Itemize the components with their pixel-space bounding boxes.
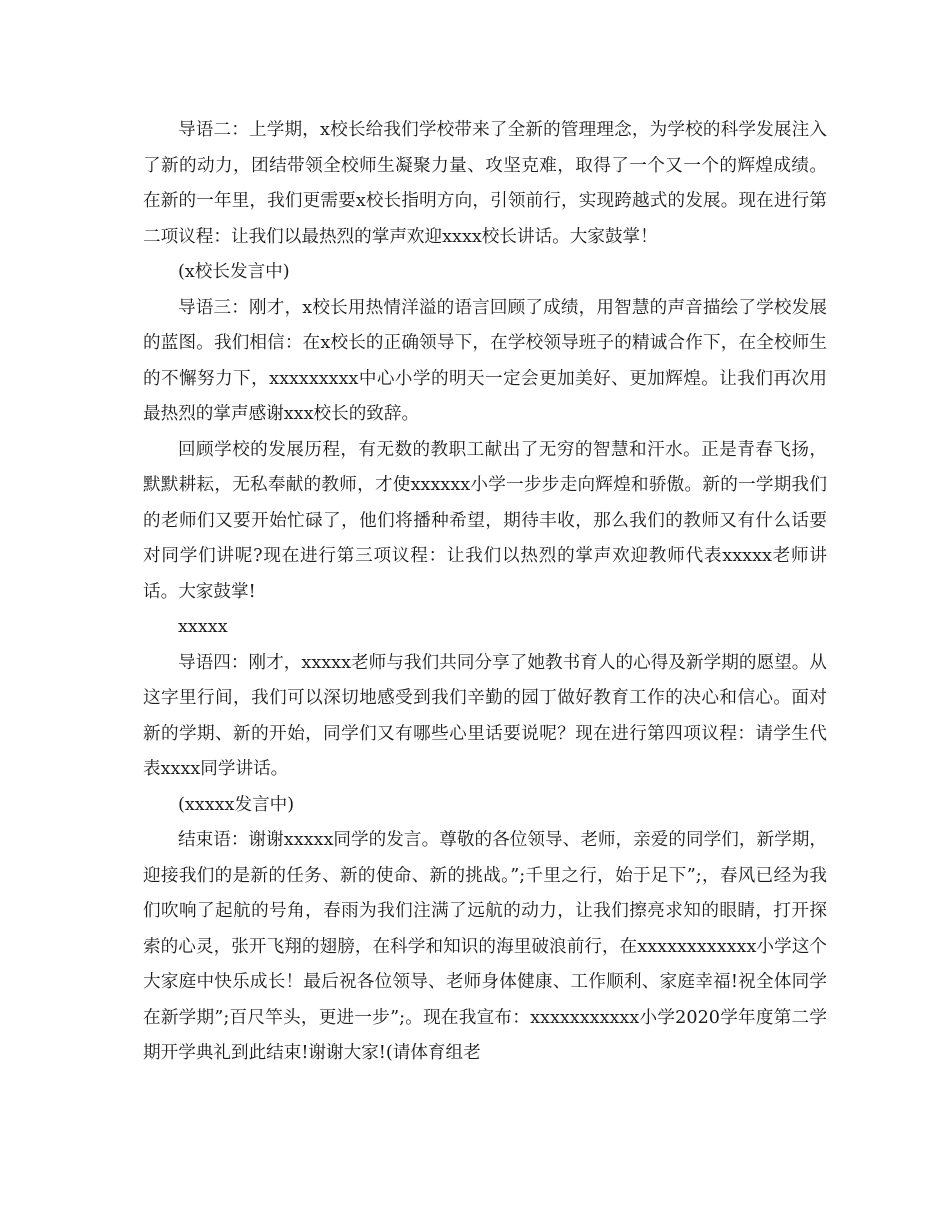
paragraph-intro-two: 导语二：上学期，x校长给我们学校带来了全新的管理理念，为学校的科学发展注入了新的动力，团结带领全校师生凝聚力量、攻坚克难，取得了一个又一个的辉煌成绩。在新的一年里，我们更需要x校长指明方向，引领前行，实现跨越式的发展。现在进行第二项议程：让我们以最热烈的掌声欢迎xxxx校长讲话。大家鼓掌！ (143, 120, 827, 247)
paragraph-teachers-review: 回顾学校的发展历程，有无数的教职工献出了无穷的智慧和汗水。正是青春飞扬，默默耕耘，无私奉献的教师，才使xxxxxx小学一步步走向辉煌和骄傲。新的一学期我们的老师们又要开始忙碌了，他们将播种希望，期待丰收，那么我们的教师又有什么话要对同学们讲呢?现在进行第三项议程：让我们以热烈的掌声欢迎教师代表xxxxx老师讲话。大家鼓掌! (143, 439, 827, 602)
paragraph-intro-three: 导语三：刚才，x校长用热情洋溢的语言回顾了成绩，用智慧的声音描绘了学校发展的蓝图。我们相信：在x校长的正确领导下，在学校领导班子的精诚合作下，在全校师生的不懈努力下，xxxxxxxxx中心小学的明天一定会更加美好、更加辉煌。让我们再次用最热烈的掌声感谢xxx校长的致辞。 (143, 297, 827, 424)
document-body (143, 113, 827, 1072)
paragraph-student-speaking: (xxxxx发言中) (178, 794, 295, 815)
paragraph-teacher-name: xxxxx (178, 617, 228, 637)
paragraph-intro-four: 导语四：刚才，xxxxx老师与我们共同分享了她教书育人的心得及新学期的愿望。从这字里行间，我们可以深切地感受到我们辛勤的园丁做好教育工作的决心和信心。面对新的学期、新的开始，同学们又有哪些心里话要说呢？现在进行第四项议程：请学生代表xxxx同学讲话。 (143, 652, 827, 779)
paragraph-principal-speaking: (x校长发言中) (178, 262, 290, 282)
paragraph-closing: 结束语：谢谢xxxxx同学的发言。尊敬的各位领导、老师，亲爱的同学们，新学期，迎接我们的是新的任务、新的使命、新的挑战。”;千里之行，始于足下”;，春风已经为我们吹响了起航的号角，春雨为我们注满了远航的动力，让我们擦亮求知的眼睛，打开探索的心灵，张开飞翔的翅膀，在科学和知识的海里破浪前行，在xxxxxxxxxxxx小学这个大家庭中快乐成长！最后祝各位领导、老师身体健康、工作顺利、家庭幸福!祝全体同学在新学期”;百尺竿头，更进一步”;。现在我宣布：xxxxxxxxxxx小学2020学年度第二学期开学典礼到此结束!谢谢大家!(请体育组老 (143, 830, 827, 1063)
